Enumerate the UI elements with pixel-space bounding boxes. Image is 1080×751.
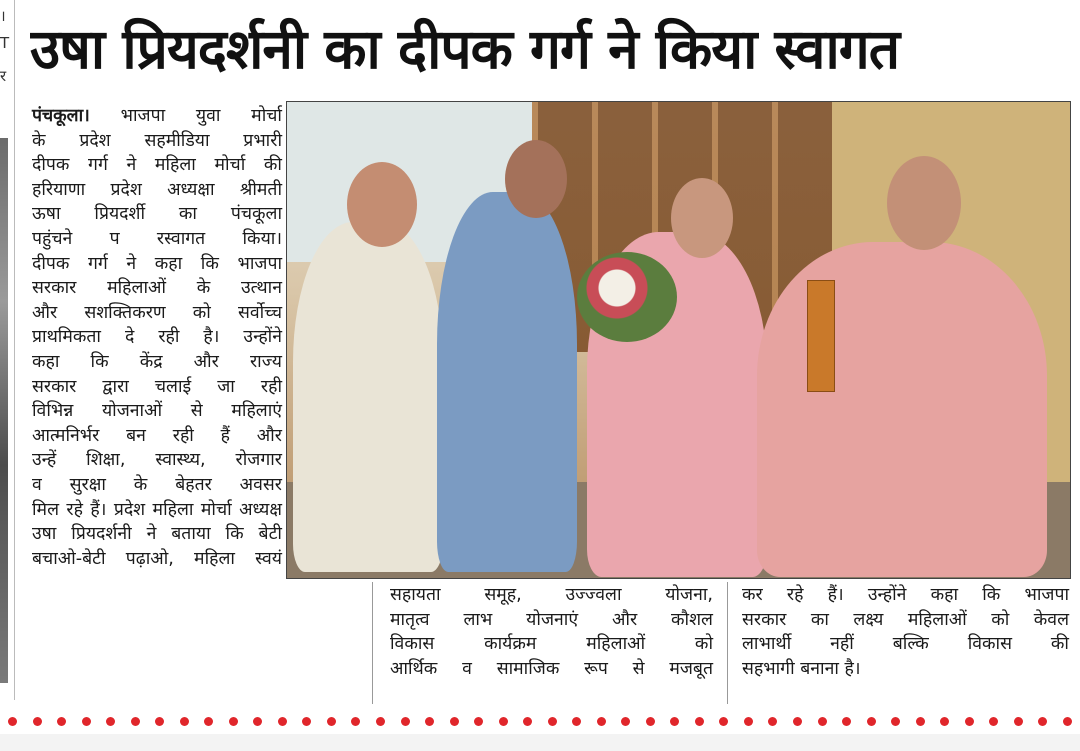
separator-dot	[597, 717, 606, 726]
headline: उषा प्रियदर्शनी का दीपक गर्ग ने किया स्वागत	[30, 17, 900, 81]
person-3-head	[671, 178, 733, 258]
separator-dot	[278, 717, 287, 726]
separator-dot	[327, 717, 336, 726]
separator-dot	[523, 717, 532, 726]
separator-dot	[499, 717, 508, 726]
article-line: उषा प्रियदर्शनी ने बताया कि बेटी	[32, 524, 282, 545]
person-1-head	[347, 162, 417, 247]
separator-dot	[450, 717, 459, 726]
separator-dot	[744, 717, 753, 726]
article-line: के प्रदेश सहमीडिया प्रभारी	[32, 130, 282, 151]
article-column-left	[32, 104, 282, 571]
article-line: सरकार महिलाओं के उत्थान	[32, 278, 282, 299]
separator-dot	[891, 717, 900, 726]
separator-dot	[33, 717, 42, 726]
separator-dot	[695, 717, 704, 726]
separator-dot	[572, 717, 581, 726]
article-line: कर रहे हैं। उन्होंने कहा कि भाजपा	[742, 585, 1069, 605]
separator-dot	[229, 717, 238, 726]
separator-dot	[670, 717, 679, 726]
separator-dot	[180, 717, 189, 726]
separator-dot	[57, 717, 66, 726]
separator-dot	[940, 717, 949, 726]
column-divider	[727, 582, 728, 704]
separator-dot	[401, 717, 410, 726]
article-line: विकास कार्यक्रम महिलाओं को	[390, 634, 713, 655]
article-line: दीपक गर्ग ने कहा कि भाजपा	[32, 253, 282, 274]
person-1	[293, 222, 443, 572]
article-line: आर्थिक व सामाजिक रूप से मजबूत	[390, 658, 713, 679]
separator-dot	[842, 717, 851, 726]
separator-dot	[965, 717, 974, 726]
separator-dot	[302, 717, 311, 726]
article-line: प्राथमिकता दे रही है। उन्होंने	[32, 327, 282, 348]
article-line: सरकार का लक्ष्य महिलाओं को केवल	[742, 609, 1069, 630]
person-2	[437, 192, 577, 572]
dotted-separator	[0, 712, 1080, 730]
article-line: कहा कि केंद्र और राज्य	[32, 351, 282, 372]
bouquet	[577, 252, 677, 342]
article-line: ऊषा प्रियदर्शी का पंचकूला	[32, 204, 282, 225]
person-4	[757, 242, 1047, 577]
person-2-head	[505, 140, 567, 218]
separator-dot	[1038, 717, 1047, 726]
article-column-right	[742, 583, 1069, 681]
separator-dot	[818, 717, 827, 726]
dateline: पंचकूला।	[32, 106, 90, 126]
article-line: दीपक गर्ग ने महिला मोर्चा की	[32, 155, 282, 176]
adjacent-photo-edge	[0, 138, 8, 683]
article-line: आत्मनिर्भर बन रही हैं और	[32, 425, 282, 446]
separator-dot	[916, 717, 925, 726]
page-bottom-band	[0, 734, 1080, 751]
separator-dot	[204, 717, 213, 726]
separator-dot	[548, 717, 557, 726]
separator-dot	[425, 717, 434, 726]
strip-fragment: T	[0, 34, 10, 52]
separator-dot	[8, 717, 17, 726]
column-divider	[372, 582, 373, 704]
article-line-text: भाजपा युवा मोर्चा	[89, 106, 282, 126]
adjacent-article-strip	[0, 0, 15, 700]
separator-dot	[131, 717, 140, 726]
separator-dot	[768, 717, 777, 726]
separator-dot	[867, 717, 876, 726]
article-line: लाभार्थी नहीं बल्कि विकास की	[742, 634, 1069, 655]
article-column-middle	[390, 583, 713, 681]
article-line	[32, 104, 282, 129]
separator-dot	[376, 717, 385, 726]
person-4-head	[887, 156, 961, 250]
separator-dot	[106, 717, 115, 726]
news-photo	[286, 101, 1071, 579]
article-line: व सुरक्षा के बेहतर अवसर	[32, 474, 282, 495]
separator-dot	[646, 717, 655, 726]
article-line: सरकार द्वारा चलाई जा रही	[32, 376, 282, 397]
separator-dot	[1014, 717, 1023, 726]
article-line: बचाओ-बेटी पढ़ाओ, महिला स्वयं	[32, 548, 282, 569]
book	[807, 280, 835, 392]
article-line: विभिन्न योजनाओं से महिलाएं	[32, 401, 282, 422]
article-line: मातृत्व लाभ योजनाएं और कौशल	[390, 609, 713, 630]
article-line: पहुंचने प रस्वागत किया।	[32, 228, 282, 249]
strip-fragment: ।	[0, 7, 6, 25]
strip-fragment: र	[0, 67, 7, 85]
separator-dot	[719, 717, 728, 726]
article-line: सहभागी बनाना है।	[742, 658, 861, 679]
article-line: मिल रहे हैं। प्रदेश महिला मोर्चा अध्यक्ष	[32, 499, 282, 520]
separator-dot	[351, 717, 360, 726]
separator-dot	[82, 717, 91, 726]
separator-dot	[621, 717, 630, 726]
article-line: सहायता समूह, उज्ज्वला योजना,	[390, 585, 713, 605]
separator-dot	[793, 717, 802, 726]
article-line: हरियाणा प्रदेश अध्यक्षा श्रीमती	[32, 179, 282, 200]
separator-dot	[155, 717, 164, 726]
separator-dot	[989, 717, 998, 726]
separator-dot	[474, 717, 483, 726]
article-line: और सशक्तिकरण को सर्वोच्च	[32, 302, 282, 323]
article-line: उन्हें शिक्षा, स्वास्थ्य, रोजगार	[32, 450, 282, 471]
separator-dot	[253, 717, 262, 726]
separator-dot	[1063, 717, 1072, 726]
